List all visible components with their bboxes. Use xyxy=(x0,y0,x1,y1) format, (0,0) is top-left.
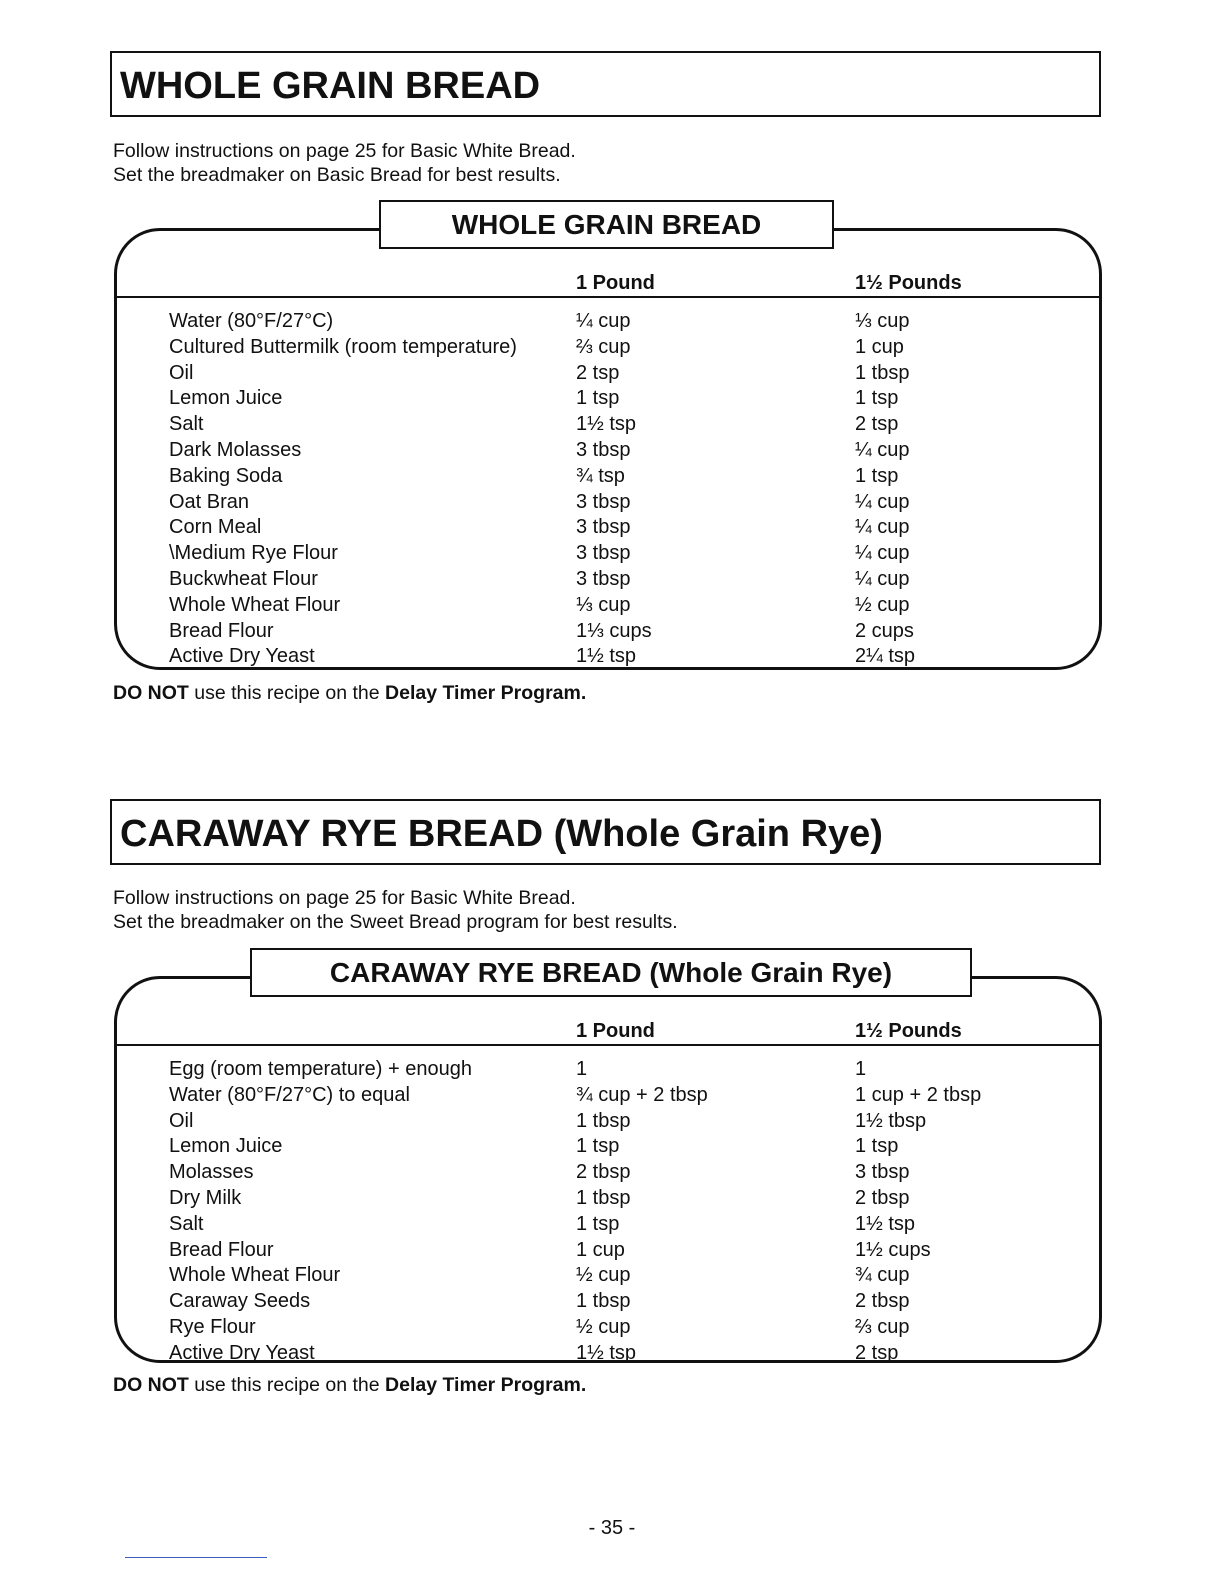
amount-1-5-pounds: ½ cup xyxy=(855,593,910,616)
column-header-1-5-pounds: 1½ Pounds xyxy=(855,1020,962,1042)
amount-1-pound: 1½ tsp xyxy=(576,1341,637,1364)
delay-timer-warning xyxy=(113,1373,586,1397)
header-divider xyxy=(117,1044,1099,1046)
amount-1-5-pounds: ¼ cup xyxy=(855,438,910,461)
ingredient-row xyxy=(117,1083,1099,1109)
warning-text: use this recipe on the xyxy=(188,1374,386,1396)
recipe-table-title: CARAWAY RYE BREAD (Whole Grain Rye) xyxy=(250,948,972,997)
intro-line: Follow instructions on page 25 for Basic White Bread. xyxy=(113,140,576,162)
amount-1-pound: 1 tsp xyxy=(576,387,620,410)
ingredient-name: Active Dry Yeast xyxy=(169,1341,315,1364)
intro-line: Set the breadmaker on the Sweet Bread program for best results. xyxy=(113,911,678,933)
amount-1-pound: 1 tbsp xyxy=(576,1109,631,1132)
ingredient-name: Dry Milk xyxy=(169,1186,242,1209)
amount-1-pound: 1⅓ cups xyxy=(576,619,652,642)
column-header-1-5-pounds: 1½ Pounds xyxy=(855,272,962,294)
ingredient-row xyxy=(117,1134,1099,1160)
warning-text: use this recipe on the xyxy=(188,682,386,704)
amount-1-5-pounds: 2¼ tsp xyxy=(855,645,916,668)
ingredient-name: Dark Molasses xyxy=(169,438,302,461)
ingredient-row xyxy=(117,1186,1099,1212)
header-divider xyxy=(117,296,1099,298)
amount-1-5-pounds: ¼ cup xyxy=(855,542,910,565)
amount-1-5-pounds: 1 cup xyxy=(855,335,904,358)
ingredient-name: Salt xyxy=(169,1212,204,1235)
amount-1-pound: ¾ tsp xyxy=(576,464,625,487)
amount-1-5-pounds: 2 cups xyxy=(855,619,914,642)
ingredient-name: Oil xyxy=(169,1109,194,1132)
warning-program-name: Delay Timer Program. xyxy=(385,1374,587,1396)
ingredient-row xyxy=(117,1238,1099,1264)
column-header-1-pound: 1 Pound xyxy=(576,1020,655,1042)
amount-1-pound: 2 tbsp xyxy=(576,1161,631,1184)
intro-text xyxy=(113,886,678,934)
warning-emphasis: DO NOT xyxy=(113,1374,189,1396)
ingredient-row xyxy=(117,1160,1099,1186)
amount-1-5-pounds: 2 tbsp xyxy=(855,1186,910,1209)
amount-1-pound: 1 tsp xyxy=(576,1212,620,1235)
ingredient-row xyxy=(117,386,1099,412)
ingredient-name: Caraway Seeds xyxy=(169,1290,311,1313)
amount-1-pound: 1 tbsp xyxy=(576,1186,631,1209)
ingredient-name: Salt xyxy=(169,413,204,436)
ingredient-row xyxy=(117,1212,1099,1238)
ingredient-row xyxy=(117,309,1099,335)
ingredient-row xyxy=(117,1341,1099,1367)
ingredient-row xyxy=(117,515,1099,541)
ingredient-row xyxy=(117,1109,1099,1135)
column-header-1-pound: 1 Pound xyxy=(576,272,655,294)
amount-1-pound: 1 xyxy=(576,1058,588,1080)
ingredient-row xyxy=(117,567,1099,593)
amount-1-pound: ½ cup xyxy=(576,1264,631,1287)
ingredient-name: Corn Meal xyxy=(169,516,262,539)
warning-program-name: Delay Timer Program. xyxy=(385,682,587,704)
ingredient-row xyxy=(117,335,1099,361)
ingredient-name: Bread Flour xyxy=(169,1238,274,1261)
amount-1-5-pounds: 1 xyxy=(855,1058,867,1080)
amount-1-5-pounds: ⅓ cup xyxy=(855,310,910,332)
ingredient-name: Water (80°F/27°C) xyxy=(169,310,334,332)
amount-1-5-pounds: ⅔ cup xyxy=(855,1315,910,1338)
amount-1-pound: ¼ cup xyxy=(576,310,631,332)
amount-1-pound: 3 tbsp xyxy=(576,490,631,513)
amount-1-5-pounds: ¼ cup xyxy=(855,490,910,513)
footer-underline xyxy=(125,1557,267,1558)
amount-1-pound: 3 tbsp xyxy=(576,438,631,461)
amount-1-pound: 1½ tsp xyxy=(576,413,637,436)
amount-1-pound: ¾ cup + 2 tbsp xyxy=(576,1083,708,1106)
page-number: - 35 - xyxy=(588,1517,636,1539)
ingredient-name: Cultured Buttermilk (room temperature) xyxy=(169,335,517,358)
amount-1-5-pounds: 2 tsp xyxy=(855,1341,899,1364)
amount-1-5-pounds: ¼ cup xyxy=(855,516,910,539)
ingredient-name: Lemon Juice xyxy=(169,1135,283,1158)
ingredient-row xyxy=(117,412,1099,438)
delay-timer-warning xyxy=(113,681,586,705)
amount-1-pound: 3 tbsp xyxy=(576,542,631,565)
ingredient-row xyxy=(117,438,1099,464)
ingredient-row xyxy=(117,361,1099,387)
amount-1-pound: 3 tbsp xyxy=(576,567,631,590)
ingredient-name: Rye Flour xyxy=(169,1315,256,1338)
amount-1-5-pounds: ¼ cup xyxy=(855,567,910,590)
ingredient-name: Baking Soda xyxy=(169,464,283,487)
amount-1-5-pounds: 1 tsp xyxy=(855,387,899,410)
amount-1-5-pounds: 1 tsp xyxy=(855,464,899,487)
recipe-table xyxy=(114,209,1102,670)
ingredient-row xyxy=(117,464,1099,490)
section-title: WHOLE GRAIN BREAD xyxy=(110,51,1101,117)
amount-1-5-pounds: 2 tsp xyxy=(855,413,899,436)
intro-text xyxy=(113,139,576,187)
amount-1-pound: 1 tbsp xyxy=(576,1290,631,1313)
ingredient-name: \Medium Rye Flour xyxy=(169,542,338,565)
amount-1-pound: 1½ tsp xyxy=(576,645,637,668)
ingredient-name: Egg (room temperature) + enough xyxy=(169,1058,472,1080)
ingredient-name: Water (80°F/27°C) to equal xyxy=(169,1083,410,1106)
ingredient-row xyxy=(117,1315,1099,1341)
ingredient-name: Oil xyxy=(169,361,194,384)
ingredient-name: Active Dry Yeast xyxy=(169,645,315,668)
ingredient-row xyxy=(117,619,1099,645)
ingredient-rows xyxy=(117,309,1099,670)
ingredient-name: Buckwheat Flour xyxy=(169,567,318,590)
amount-1-5-pounds: 2 tbsp xyxy=(855,1290,910,1313)
intro-line: Set the breadmaker on Basic Bread for best results. xyxy=(113,164,561,186)
ingredient-row xyxy=(117,1263,1099,1289)
amount-1-5-pounds: 1 tsp xyxy=(855,1135,899,1158)
ingredient-row xyxy=(117,1289,1099,1315)
section-title: CARAWAY RYE BREAD (Whole Grain Rye) xyxy=(110,799,1101,865)
recipe-table-title: WHOLE GRAIN BREAD xyxy=(379,200,834,249)
ingredient-row xyxy=(117,593,1099,619)
warning-emphasis: DO NOT xyxy=(113,682,189,704)
ingredient-name: Bread Flour xyxy=(169,619,274,642)
amount-1-5-pounds: 1½ tsp xyxy=(855,1212,916,1235)
ingredient-name: Lemon Juice xyxy=(169,387,283,410)
ingredient-name: Whole Wheat Flour xyxy=(169,1264,341,1287)
ingredient-row xyxy=(117,541,1099,567)
intro-line: Follow instructions on page 25 for Basic White Bread. xyxy=(113,887,576,909)
recipe-table xyxy=(114,957,1102,1364)
ingredient-name: Molasses xyxy=(169,1161,254,1184)
amount-1-5-pounds: ¾ cup xyxy=(855,1264,910,1287)
ingredient-row xyxy=(117,490,1099,516)
amount-1-5-pounds: 1 cup + 2 tbsp xyxy=(855,1083,982,1106)
amount-1-pound: ⅓ cup xyxy=(576,593,631,616)
amount-1-pound: ⅔ cup xyxy=(576,335,631,358)
amount-1-5-pounds: 1 tbsp xyxy=(855,361,910,384)
amount-1-pound: 3 tbsp xyxy=(576,516,631,539)
amount-1-pound: ½ cup xyxy=(576,1315,631,1338)
amount-1-pound: 1 cup xyxy=(576,1238,625,1261)
amount-1-5-pounds: 1½ tbsp xyxy=(855,1109,927,1132)
amount-1-5-pounds: 3 tbsp xyxy=(855,1161,910,1184)
ingredient-rows xyxy=(117,1057,1099,1367)
ingredient-name: Whole Wheat Flour xyxy=(169,593,341,616)
ingredient-name: Oat Bran xyxy=(169,490,250,513)
amount-1-5-pounds: 1½ cups xyxy=(855,1238,931,1261)
amount-1-pound: 2 tsp xyxy=(576,361,620,384)
ingredient-row xyxy=(117,1057,1099,1083)
ingredient-row xyxy=(117,644,1099,670)
amount-1-pound: 1 tsp xyxy=(576,1135,620,1158)
